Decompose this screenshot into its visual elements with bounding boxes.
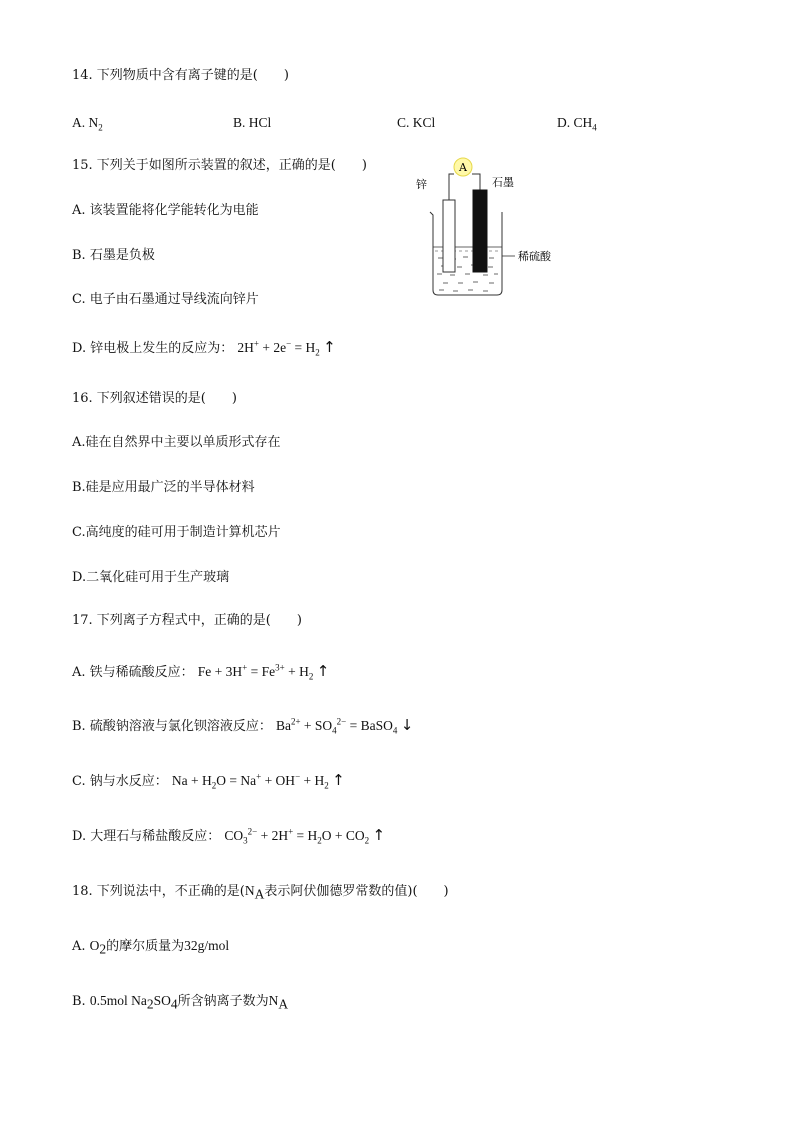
q17-b-equation: $Ba^{2+} + SO_4^{2-}$ = BaSO$_4$ ↓ <box>275 716 414 736</box>
q14-option-c[interactable]: C. KCl <box>397 115 436 130</box>
q17-option-d[interactable]: D. 大理石与稀盐酸反应： $CO_3^{2-} + 2H^+ = H_2O + CO_2$ ↑ <box>72 826 386 846</box>
beaker-icon <box>430 212 502 295</box>
q14-option-d[interactable]: D. $CH_4$ <box>557 115 597 133</box>
q15-stem: 15. 下列关于如图所示装置的叙述，正确的是( ) <box>72 158 367 173</box>
q18-option-b[interactable]: B. 0.5mol $Na_2SO_4$所含钠离子数为$N_A$ <box>72 993 289 1012</box>
q16-option-b[interactable]: B.硅是应用最广泛的半导体材料 <box>72 480 255 495</box>
galvanic-cell-diagram <box>405 152 575 302</box>
q17-d-equation: $CO_3^{2-} + 2H^+ = H_2O + CO_2$ ↑ <box>224 826 386 846</box>
q16-stem: 16. 下列叙述错误的是( ) <box>72 391 237 406</box>
q14-stem: 14. 下列物质中含有离子键的是( ) <box>72 68 289 83</box>
q18-option-a[interactable]: A. $O_2$的摩尔质量为32g/mol <box>72 938 230 957</box>
q17-a-equation: $Fe + 3H^+ = Fe^{3+} + H_2$ ↑ <box>197 662 330 682</box>
precipitate-arrow-icon: ↓ <box>400 716 414 734</box>
graphite-label: 石墨 <box>492 176 514 189</box>
q18-stem: 18. 下列说法中，不正确的是($N_A$表示阿伏伽德罗常数的值)( ) <box>72 883 449 902</box>
q14-option-b[interactable]: B. HCl <box>233 115 272 130</box>
graphite-electrode <box>473 190 487 272</box>
ammeter-label: A <box>459 161 467 174</box>
q17-option-b[interactable]: B. 硫酸钠溶液与氯化钡溶液反应： $Ba^{2+} + SO_4^{2-}$ = BaSO$_4$ ↓ <box>72 716 414 736</box>
gas-arrow-icon: ↑ <box>316 662 330 680</box>
gas-arrow-icon: ↑ <box>372 826 386 844</box>
q17-stem: 17. 下列离子方程式中，正确的是( ) <box>72 613 302 628</box>
q17-c-equation: $Na + H_2O = Na^+ + OH^- + H_2$ ↑ <box>171 771 345 791</box>
gas-arrow-icon: ↑ <box>332 771 345 789</box>
zinc-electrode <box>443 200 455 272</box>
zinc-label: 锌 <box>416 178 427 191</box>
q16-option-c[interactable]: C.高纯度的硅可用于制造计算机芯片 <box>72 525 281 540</box>
gas-arrow-icon: ↑ <box>323 338 336 356</box>
q15-option-a[interactable]: A. 该装置能将化学能转化为电能 <box>72 203 259 218</box>
q15-option-d[interactable]: D. 锌电极上发生的反应为： $2H^+ + 2e^- = H_2$ ↑ <box>72 338 336 358</box>
q17-option-c[interactable]: C. 钠与水反应： $Na + H_2O = Na^+ + OH^- + H_2$ ↑ <box>72 771 345 791</box>
q16-option-d[interactable]: D.二氧化硅可用于生产玻璃 <box>72 570 230 585</box>
q15-d-equation: $2H^+ + 2e^- = H_2$ ↑ <box>237 338 336 358</box>
q16-option-a[interactable]: A.硅在自然界中主要以单质形式存在 <box>72 435 281 450</box>
q14-option-a[interactable]: A. $N_2$ <box>72 115 103 133</box>
q15-option-b[interactable]: B. 石墨是负极 <box>72 248 155 263</box>
q17-option-a[interactable]: A. 铁与稀硫酸反应： $Fe + 3H^+ = Fe^{3+} + H_2$ ↑ <box>72 662 330 682</box>
acid-label: 稀硫酸 <box>518 250 551 263</box>
q15-option-c[interactable]: C. 电子由石墨通过导线流向锌片 <box>72 292 259 307</box>
ammeter-icon <box>454 158 472 176</box>
